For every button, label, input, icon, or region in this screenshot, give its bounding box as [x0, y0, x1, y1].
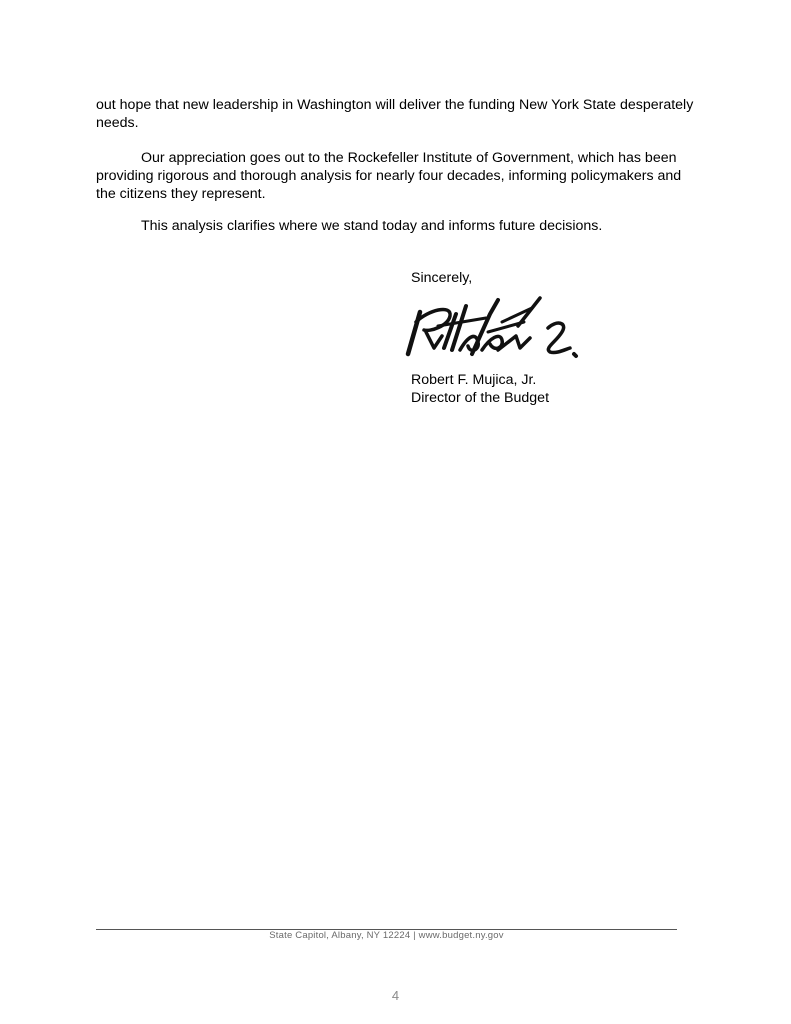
body-paragraph: This analysis clarifies where we stand today and informs future decisions.	[141, 218, 603, 234]
body-paragraph: Our appreciation goes out to the Rockefeller Institute of Government, which has been providing rigorous and thorough analysis for nearly four decades, informing policymakers and the citizens they represent.	[96, 150, 682, 202]
letter-closing: Sincerely,	[411, 270, 473, 286]
signer-title: Director of the Budget	[411, 390, 550, 406]
handwritten-signature	[398, 292, 588, 368]
body-paragraph: out hope that new leadership in Washington will deliver the funding New York State desperately needs.	[96, 97, 694, 131]
signer-name: Robert F. Mujica, Jr.	[411, 372, 537, 388]
footer-address: State Capitol, Albany, NY 12224 | www.budget.ny.gov	[269, 930, 504, 941]
page-number: 4	[391, 988, 400, 1003]
